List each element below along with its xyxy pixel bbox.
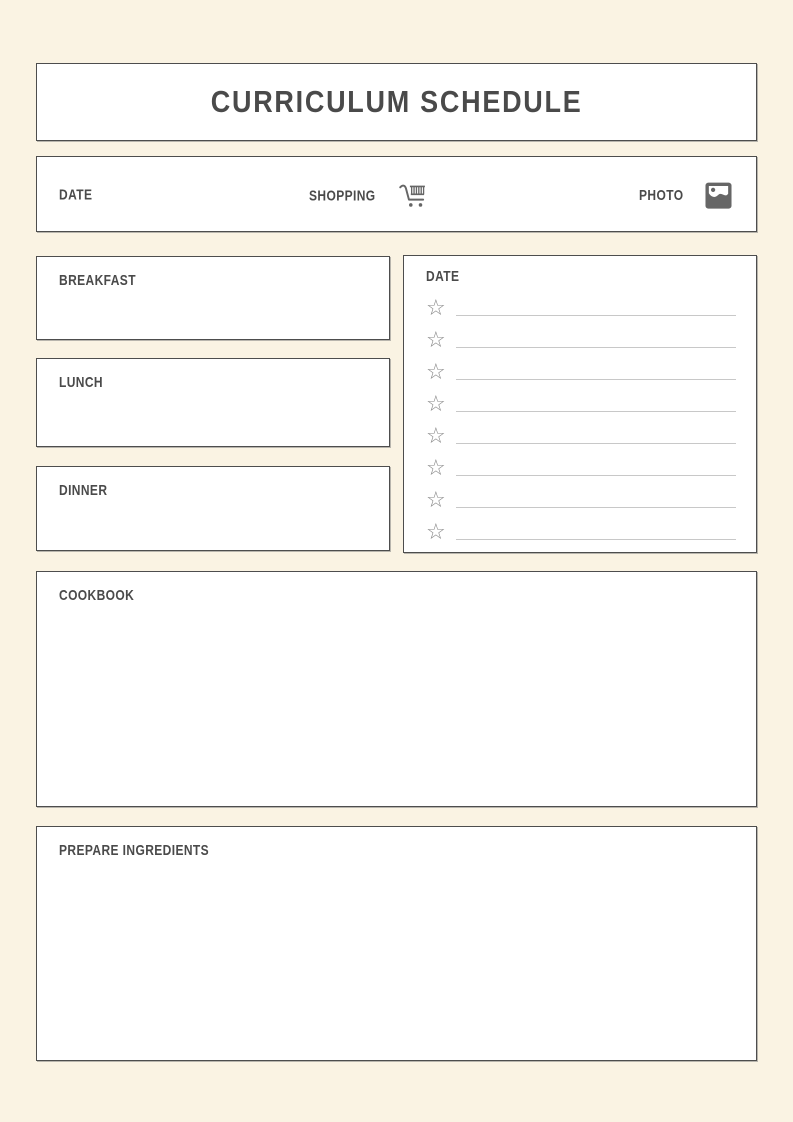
info-photo <box>639 182 732 209</box>
cookbook-header <box>37 572 756 605</box>
breakfast-header <box>37 257 389 290</box>
prepare-ingredients-label: PREPARE INGREDIENTS <box>59 842 210 859</box>
writing-line <box>456 315 736 316</box>
info-date <box>59 187 101 204</box>
star-icon: ☆ <box>426 488 446 513</box>
date-list-row <box>426 448 736 480</box>
photo-label: PHOTO <box>639 187 684 205</box>
lunch-label: LUNCH <box>59 374 103 391</box>
dinner-header <box>37 467 389 500</box>
star-icon: ☆ <box>426 296 446 321</box>
breakfast-label: BREAKFAST <box>59 272 136 289</box>
page-title: CURRICULUM SCHEDULE <box>210 84 583 119</box>
star-icon: ☆ <box>426 456 446 481</box>
date-list-row <box>426 320 736 352</box>
date-list-label: DATE <box>426 268 460 285</box>
breakfast-section <box>36 256 390 340</box>
star-icon: ☆ <box>426 520 446 545</box>
date-list-row <box>426 480 736 512</box>
writing-line <box>456 347 736 348</box>
shopping-label: SHOPPING <box>309 187 376 205</box>
date-list-row <box>426 512 736 544</box>
photo-image-icon <box>705 182 732 209</box>
date-label: DATE <box>59 186 93 204</box>
cookbook-label: COOKBOOK <box>59 587 135 604</box>
writing-line <box>456 539 736 540</box>
date-list-rows <box>426 288 736 544</box>
star-icon: ☆ <box>426 392 446 417</box>
shopping-cart-icon <box>398 182 428 210</box>
date-list-row <box>426 352 736 384</box>
title-box <box>36 63 757 141</box>
date-list-row <box>426 288 736 320</box>
date-list-section <box>403 255 757 553</box>
prepare-ingredients-section <box>36 826 757 1061</box>
dinner-label: DINNER <box>59 482 108 499</box>
info-shopping <box>309 182 428 210</box>
lunch-header <box>37 359 389 392</box>
writing-line <box>456 507 736 508</box>
prepare-ingredients-header <box>37 827 756 860</box>
star-icon: ☆ <box>426 328 446 353</box>
info-bar <box>36 156 757 232</box>
writing-line <box>456 475 736 476</box>
star-icon: ☆ <box>426 424 446 449</box>
lunch-section <box>36 358 390 447</box>
cookbook-section <box>36 571 757 807</box>
dinner-section <box>36 466 390 551</box>
date-list-row <box>426 384 736 416</box>
writing-line <box>456 379 736 380</box>
star-icon: ☆ <box>426 360 446 385</box>
writing-line <box>456 443 736 444</box>
writing-line <box>456 411 736 412</box>
date-list-row <box>426 416 736 448</box>
